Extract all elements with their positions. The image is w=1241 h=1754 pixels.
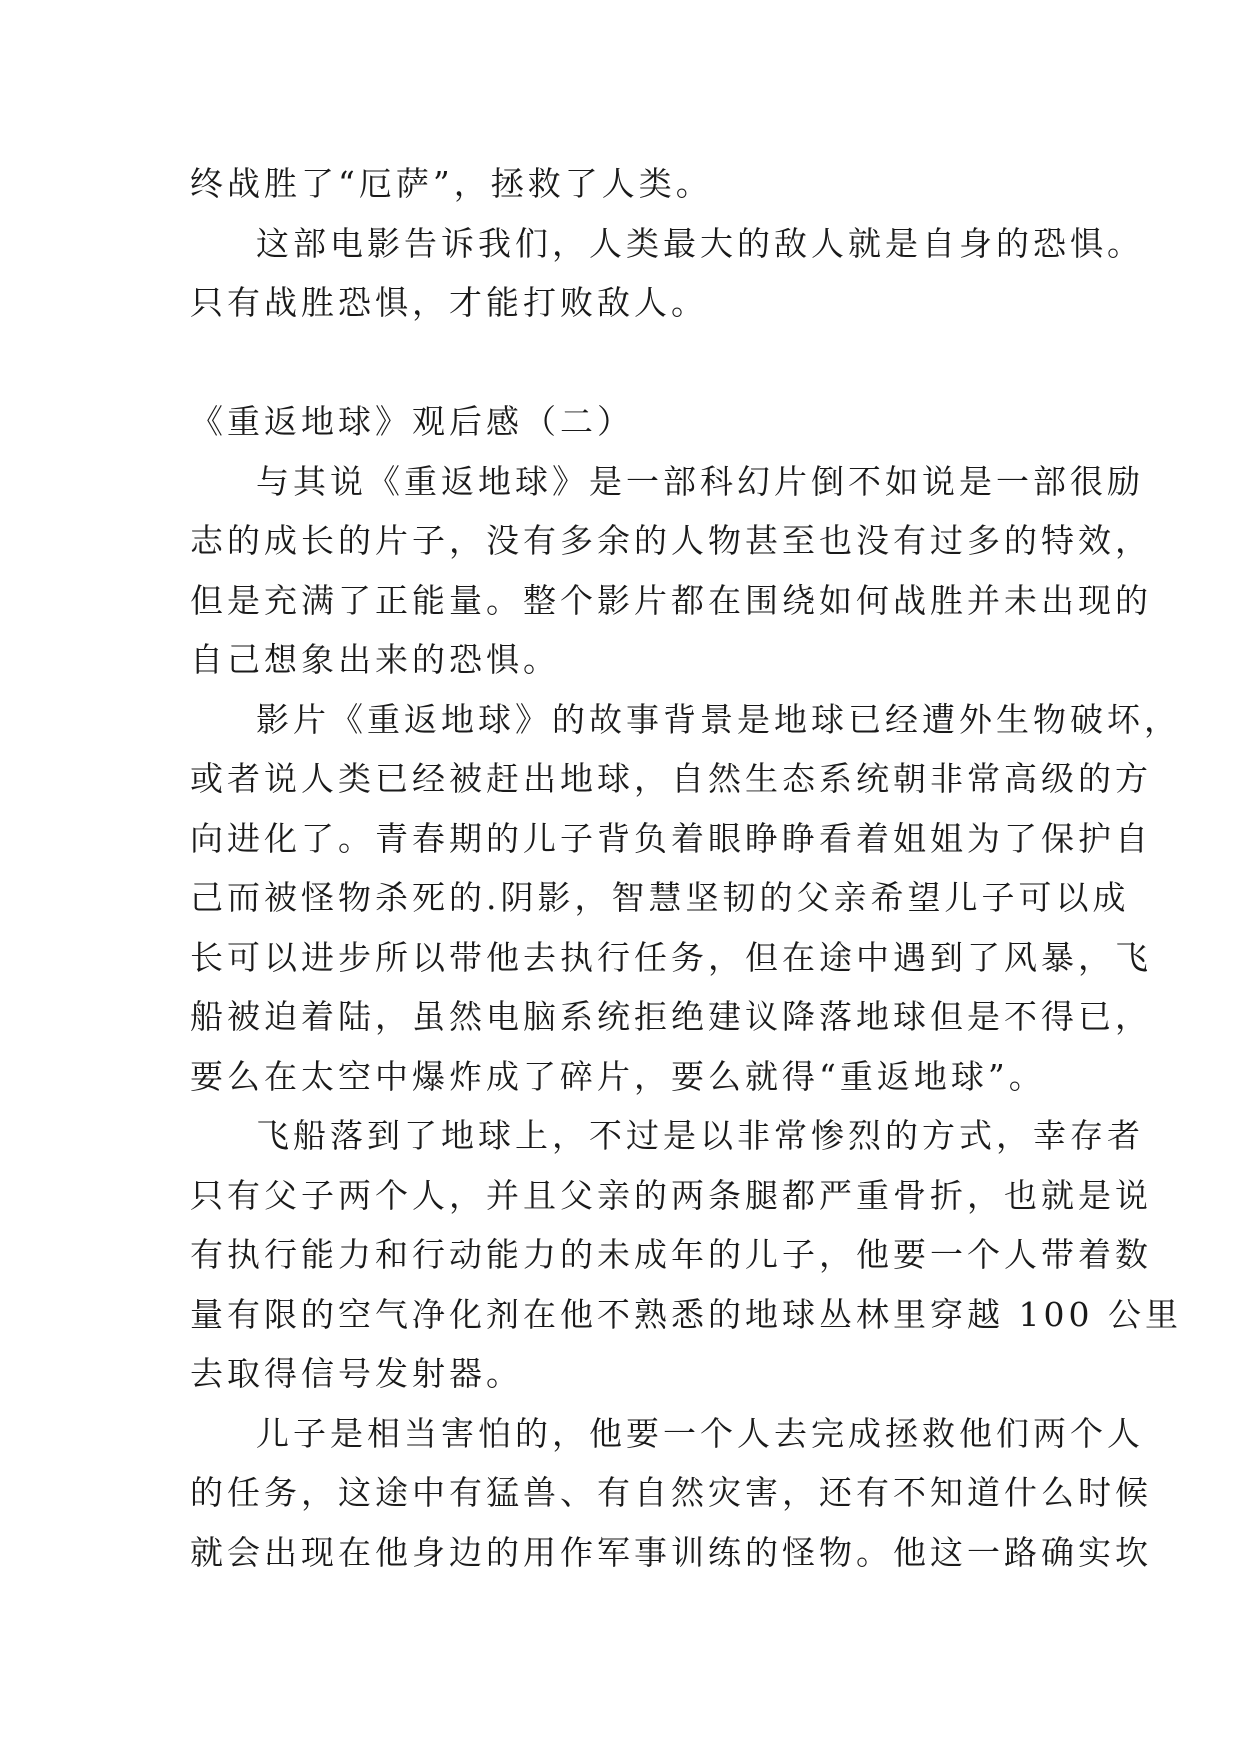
- paragraph-4: [190, 690, 1181, 1107]
- paragraph-line: 船被迫着陆，虽然电脑系统拒绝建议降落地球但是不得已，: [190, 997, 1152, 1036]
- paragraph-line: 影片《重返地球》的故事背景是地球已经遭外生物破坏，: [256, 699, 1181, 739]
- paragraph-line: 向进化了。青春期的儿子背负着眼睁睁看着姐姐为了保护自: [190, 818, 1152, 858]
- paragraph-line: 只有战胜恐惧，才能打败敌人。: [190, 283, 708, 322]
- paragraph-line: 终战胜了“厄萨”，拯救了人类。: [190, 164, 713, 203]
- paragraph-1: [190, 154, 1070, 214]
- paragraph-line: 己而被怪物杀死的.阴影，智慧坚韧的父亲希望儿子可以成: [190, 878, 1130, 917]
- paragraph-3: [190, 452, 1152, 690]
- paragraph-line: 飞船落到了地球上，不过是以非常惨烈的方式，幸存者: [256, 1116, 1144, 1155]
- paragraph-line: 有执行能力和行动能力的未成年的儿子，他要一个人带着数: [190, 1235, 1152, 1274]
- paragraph-line: 或者说人类已经被赶出地球，自然生态系统朝非常高级的方: [190, 759, 1152, 798]
- section-title-text: 《重返地球》观后感（二）: [190, 402, 634, 441]
- paragraph-line: 长可以进步所以带他去执行任务，但在途中遇到了风暴，飞: [190, 937, 1152, 977]
- paragraph-5: [190, 1106, 1182, 1404]
- paragraph-line: 就会出现在他身边的用作军事训练的怪物。他这一路确实坎: [190, 1532, 1152, 1572]
- document-body: [190, 154, 1182, 1582]
- paragraph-line: 要么在太空中爆炸成了碎片，要么就得“重返地球”。: [190, 1056, 1046, 1096]
- paragraph-line: 这部电影告诉我们，人类最大的敌人就是自身的恐惧。: [256, 223, 1144, 263]
- paragraph-line: 但是充满了正能量。整个影片都在围绕如何战胜并未出现的: [190, 580, 1152, 620]
- blank-line: [190, 333, 1070, 393]
- paragraph-2: [190, 214, 1144, 333]
- paragraph-6: [190, 1404, 1152, 1583]
- paragraph-line: 量有限的空气净化剂在他不熟悉的地球丛林里穿越 100 公里: [190, 1294, 1182, 1334]
- paragraph-line: 的任务，这途中有猛兽、有自然灾害，还有不知道什么时候: [190, 1473, 1152, 1512]
- paragraph-line: 儿子是相当害怕的，他要一个人去完成拯救他们两个人: [256, 1413, 1144, 1453]
- paragraph-line: 与其说《重返地球》是一部科幻片倒不如说是一部很励: [256, 461, 1144, 501]
- paragraph-line: 自己想象出来的恐惧。: [190, 640, 560, 679]
- section-title: [190, 392, 1070, 452]
- paragraph-line: 去取得信号发射器。: [190, 1354, 523, 1393]
- paragraph-line: 只有父子两个人，并且父亲的两条腿都严重骨折，也就是说: [190, 1175, 1152, 1215]
- paragraph-line: 志的成长的片子，没有多余的人物甚至也没有过多的特效，: [190, 521, 1152, 560]
